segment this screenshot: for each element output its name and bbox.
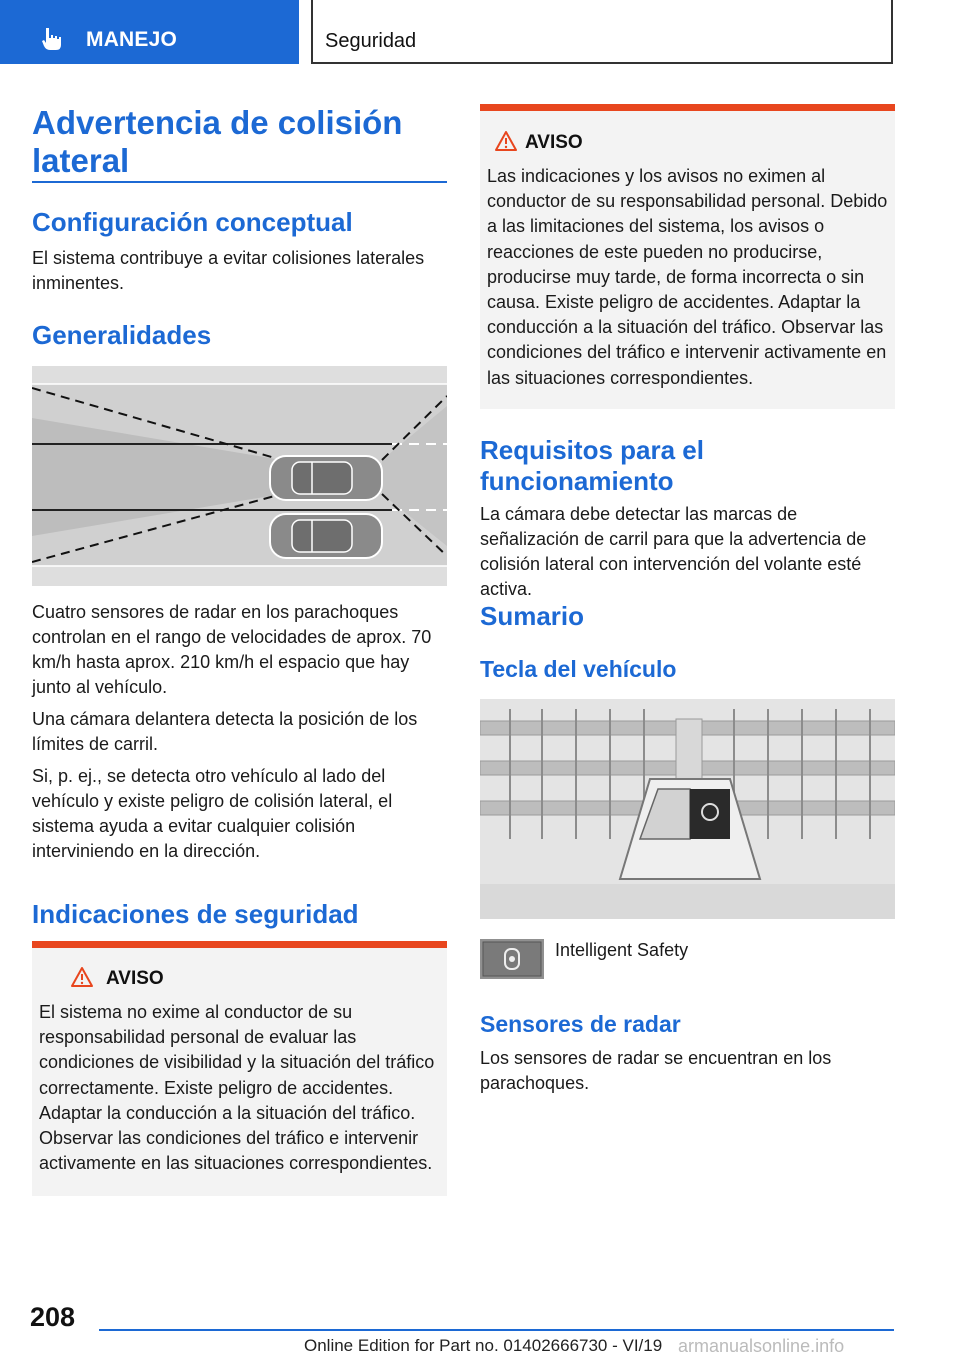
requirements-heading: Requisitos para el funcionamiento	[480, 435, 704, 496]
car-own	[270, 456, 382, 500]
watermark: armanualsonline.info	[678, 1336, 845, 1356]
section-label: MANEJO	[86, 28, 178, 51]
warning-triangle-icon	[494, 130, 518, 152]
general-heading: Generalidades	[32, 320, 212, 350]
warning-bar	[480, 104, 895, 111]
general-paragraph-1: Cuatro sensores de radar en los parachoques controlan en el rango de velocidades de aprox. 70 km/h hasta aprox. 210 km/h el espacio que hay junto al vehículo.	[32, 602, 432, 697]
warning-triangle-icon	[70, 966, 94, 988]
warning-title: AVISO	[525, 132, 583, 153]
steering-hand-icon	[40, 26, 66, 52]
safety-heading: Indicaciones de seguridad	[32, 899, 359, 929]
warning-bar	[32, 941, 447, 948]
concept-text: El sistema contribuye a evitar colisiones laterales inminentes.	[32, 248, 425, 293]
summary-heading: Sumario	[480, 601, 585, 631]
warning-text: El sistema no exime al conductor de su responsabilidad personal de evaluar las condiciones de visibilidad y la situación del tráfico correctamente. Existe peligro de accidentes. Adaptar la conducción a la situación del tráfico. Observar las condiciones del tráfico e intervenir activamente en las situaciones correspondientes.	[39, 1002, 435, 1174]
title-rule	[32, 181, 447, 183]
general-paragraph-2: Una cámara delantera detecta la posición de los límites de carril.	[32, 709, 418, 754]
section-tab[interactable]	[0, 0, 299, 64]
intelligent-safety-button-icon	[480, 939, 544, 979]
radar-heading: Sensores de radar	[480, 1011, 681, 1037]
vehicle-button-photo	[480, 699, 895, 919]
requirements-text: La cámara debe detectar las marcas de señalización de carril para que la advertencia de colisión lateral con intervención del volante esté activa.	[480, 504, 867, 599]
warning-box-right	[480, 104, 895, 409]
tab-divider	[311, 0, 313, 64]
concept-heading: Configuración conceptual	[32, 207, 353, 237]
radar-text: Los sensores de radar se encuentran en los parachoques.	[480, 1048, 832, 1093]
button-caption: Intelligent Safety	[555, 940, 689, 960]
page-number: 208	[30, 1302, 76, 1332]
warning-text: Las indicaciones y los avisos no eximen al conductor de su responsabilidad personal. Debido a las limitaciones del sistema, los avisos o reacciones de este pueden no producirse, producirse muy tarde, de forma incorrecta o sin causa. Existe peligro de accidentes. Adaptar la conducción a la situación del tráfico. Observar las condiciones del tráfico e intervenir activamente en las situaciones correspondientes.	[487, 166, 888, 388]
car-adjacent	[270, 514, 382, 558]
footer-rule	[99, 1329, 894, 1331]
key-heading: Tecla del vehículo	[480, 656, 677, 682]
chapter-tab	[311, 0, 893, 64]
edition-text: Online Edition for Part no. 01402666730 - VI/19	[304, 1336, 663, 1355]
general-paragraph-3: Si, p. ej., se detecta otro vehículo al lado del vehículo y existe peligro de colisión lateral, el sistema ayuda a evitar cualquier colisión interviniendo en la dirección.	[32, 766, 393, 861]
radar-coverage-diagram	[32, 366, 447, 586]
page-title: Advertencia de colisión lateral	[32, 104, 403, 179]
chapter-label: Seguridad	[325, 30, 417, 52]
warning-box-left	[32, 941, 447, 1196]
warning-title: AVISO	[106, 968, 164, 989]
